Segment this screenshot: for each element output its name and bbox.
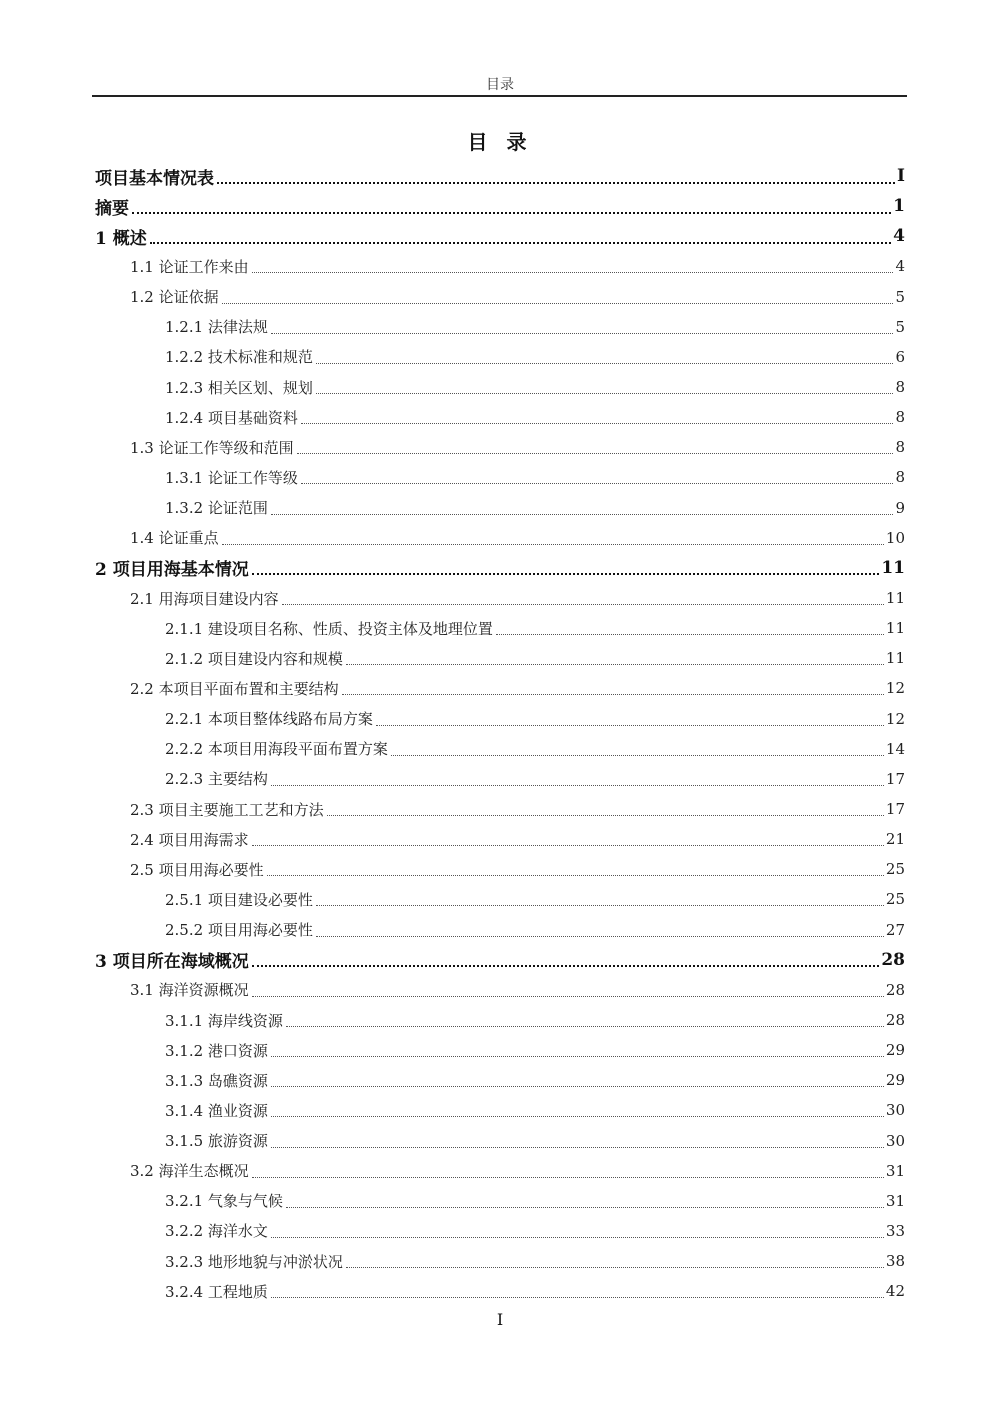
toc-entry-page: 11 [885,619,905,638]
dot-leader [301,422,894,424]
page-title: 目 录 [467,130,533,154]
toc-entry[interactable] [95,1156,905,1186]
toc-entry-label: 1.3.1 论证工作等级 [165,468,298,487]
toc-entry-page: 11 [885,589,905,608]
dot-leader [222,543,884,545]
toc-entry[interactable] [95,432,905,462]
toc-entry[interactable] [95,342,905,372]
toc-entry-page: 9 [895,498,905,517]
toc-entry-page: 31 [885,1191,905,1210]
toc-entry-page: 10 [885,528,905,547]
toc-entry-label: 1.2.1 法律法规 [165,318,268,337]
toc-entry-label: 3.1.5 旅游资源 [165,1132,268,1151]
toc-entry-label: 2.2.2 本项目用海段平面布置方案 [165,740,388,759]
toc-entry[interactable] [95,945,905,975]
toc-entry-label: 2 项目用海基本情况 [95,555,251,580]
toc-entry-page: 8 [895,438,905,457]
dot-leader [271,332,894,334]
toc-entry-page: 11 [885,649,905,668]
toc-entry[interactable] [95,854,905,884]
dot-leader [346,1266,884,1268]
toc-entry-page: 28 [885,980,905,999]
toc-entry[interactable] [95,583,905,613]
toc-entry-label: 3.2.2 海洋水文 [165,1222,268,1241]
toc-entry-label: 1.1 论证工作来由 [130,257,249,276]
toc-entry-label: 3.1.3 岛礁资源 [165,1071,268,1090]
toc-entry[interactable] [95,191,905,221]
dot-leader [252,844,884,846]
toc-entry-label: 2.3 项目主要施工工艺和方法 [130,800,324,819]
toc-entry-page: 30 [885,1101,905,1120]
toc-entry[interactable] [95,1246,905,1276]
dot-leader [267,874,884,876]
toc-entry-page: 27 [885,920,905,939]
toc-entry-label: 2.2 本项目平面布置和主要结构 [130,679,339,698]
toc-entry-page: 29 [885,1071,905,1090]
toc-entry-label: 3.1.1 海岸线资源 [165,1011,283,1030]
dot-leader [316,904,884,906]
toc-entry[interactable] [95,975,905,1005]
toc-entry-page: 25 [885,890,905,909]
toc-entry-label: 3.2.4 工程地质 [165,1282,268,1301]
toc-entry-page: 25 [885,860,905,879]
toc-entry[interactable] [95,553,905,583]
toc-entry[interactable] [95,251,905,281]
toc-entry-page: 4 [893,226,905,247]
toc-entry-page: 11 [881,557,905,578]
toc-entry-label: 1.2.2 技术标准和规范 [165,348,313,367]
toc-entry[interactable] [95,884,905,914]
toc-entry[interactable] [95,1216,905,1246]
toc-entry-label: 3.1 海洋资源概况 [130,981,249,1000]
toc-entry-page: 21 [885,830,905,849]
toc-entry-page: 29 [885,1041,905,1060]
toc-entry-page: 8 [895,408,905,427]
toc-entry-label: 1.2.4 项目基础资料 [165,408,298,427]
toc-entry[interactable] [95,643,905,673]
toc-entry[interactable] [95,613,905,643]
dot-leader [271,513,894,515]
dot-leader [271,1085,884,1087]
dot-leader [252,271,894,273]
toc-entry-label: 2.1.2 项目建设内容和规模 [165,649,343,668]
toc-entry-page: 8 [895,468,905,487]
toc-entry-page: 42 [885,1282,905,1301]
toc-entry[interactable] [95,1005,905,1035]
dot-leader [286,1206,884,1208]
dot-leader [271,1055,884,1057]
dot-leader [297,452,894,454]
toc-entry-page: 30 [885,1131,905,1150]
toc-entry-page: 28 [885,1011,905,1029]
dot-leader [271,1296,884,1298]
toc-entry-page: 1 [893,196,905,217]
running-header: 目录 [486,77,514,93]
toc-entry-label: 2.5 项目用海必要性 [130,860,264,879]
toc-entry[interactable] [95,462,905,492]
dot-leader [132,211,891,214]
toc-entry-label: 1 概述 [95,224,149,249]
dot-leader [271,1146,884,1148]
toc-entry-label: 2.2.1 本项目整体线路布局方案 [165,710,373,729]
dot-leader [327,814,884,816]
toc-entry[interactable] [95,161,905,191]
dot-leader [376,724,884,726]
toc-entry-page: 12 [885,709,905,728]
toc-entry-page: 28 [881,949,905,970]
toc-entry-label: 2.1.1 建设项目名称、性质、投资主体及地理位置 [165,619,493,638]
toc-entry-label: 1.4 论证重点 [130,529,219,548]
toc-entry-page: 31 [885,1161,905,1180]
toc-entry[interactable] [95,402,905,432]
toc-entry-label: 3.2.3 地形地貌与冲淤状况 [165,1252,343,1271]
toc-entry-label: 1.3 论证工作等级和范围 [130,438,294,457]
toc-entry-page: 33 [885,1221,905,1240]
dot-leader [282,603,884,605]
toc-entry[interactable] [95,794,905,824]
toc-entry-page: I [897,166,905,187]
dot-leader [271,784,884,786]
toc-entry[interactable] [95,824,905,854]
toc-entry-page: 8 [895,378,905,397]
toc-entry-label: 1.3.2 论证范围 [165,499,268,518]
table-of-contents [95,161,905,1306]
dot-leader [252,572,880,575]
toc-entry[interactable] [95,673,905,703]
toc-entry-label: 项目基本情况表 [95,164,216,189]
toc-entry-page: 17 [885,800,905,819]
toc-entry-label: 1.2 论证依据 [130,288,219,307]
toc-entry-label: 2.4 项目用海需求 [130,830,249,849]
dot-leader [316,392,894,394]
dot-leader [150,241,891,244]
toc-entry[interactable] [95,1065,905,1095]
dot-leader [271,1115,884,1117]
toc-entry-label: 3.1.4 渔业资源 [165,1101,268,1120]
dot-leader [252,995,884,997]
dot-leader [301,482,894,484]
dot-leader [391,754,884,756]
toc-entry-page: 6 [895,347,905,366]
page-number: I [496,1310,504,1329]
toc-entry-page: 4 [895,257,905,276]
dot-leader [496,633,884,635]
toc-entry[interactable] [95,523,905,553]
toc-entry[interactable] [95,282,905,312]
dot-leader [286,1025,884,1027]
toc-entry-label: 3 项目所在海域概况 [95,947,251,972]
toc-entry[interactable] [95,1276,905,1306]
toc-entry-page: 38 [885,1252,905,1271]
toc-entry-label: 2.5.2 项目用海必要性 [165,921,313,940]
toc-entry[interactable] [95,1186,905,1216]
toc-entry-page: 12 [885,679,905,698]
dot-leader [271,1236,884,1238]
toc-entry-page: 5 [895,287,905,306]
toc-entry-label: 2.2.3 主要结构 [165,770,268,789]
toc-entry[interactable] [95,764,905,794]
dot-leader [217,181,895,184]
toc-entry-label: 3.1.2 港口资源 [165,1041,268,1060]
toc-entry[interactable] [95,1095,905,1125]
toc-entry[interactable] [95,493,905,523]
dot-leader [252,964,880,967]
dot-leader [316,362,894,364]
toc-entry[interactable] [95,734,905,764]
toc-entry-page: 14 [885,739,905,758]
toc-entry[interactable] [95,1035,905,1065]
toc-entry-page: 17 [885,769,905,788]
dot-leader [316,935,884,937]
toc-entry[interactable] [95,312,905,342]
toc-entry[interactable] [95,1126,905,1156]
toc-entry-label: 2.5.1 项目建设必要性 [165,890,313,909]
dot-leader [252,1176,884,1178]
toc-entry[interactable] [95,221,905,251]
toc-entry-label: 摘要 [95,194,131,219]
dot-leader [342,693,884,695]
toc-entry-label: 2.1 用海项目建设内容 [130,589,279,608]
toc-entry[interactable] [95,704,905,734]
toc-entry[interactable] [95,372,905,402]
toc-entry-page: 5 [895,317,905,336]
dot-leader [346,663,884,665]
header-rule [92,95,907,97]
toc-entry[interactable] [95,915,905,945]
toc-entry-label: 1.2.3 相关区划、规划 [165,378,313,397]
toc-entry-label: 3.2 海洋生态概况 [130,1162,249,1181]
dot-leader [222,302,894,304]
toc-entry-label: 3.2.1 气象与气候 [165,1192,283,1211]
